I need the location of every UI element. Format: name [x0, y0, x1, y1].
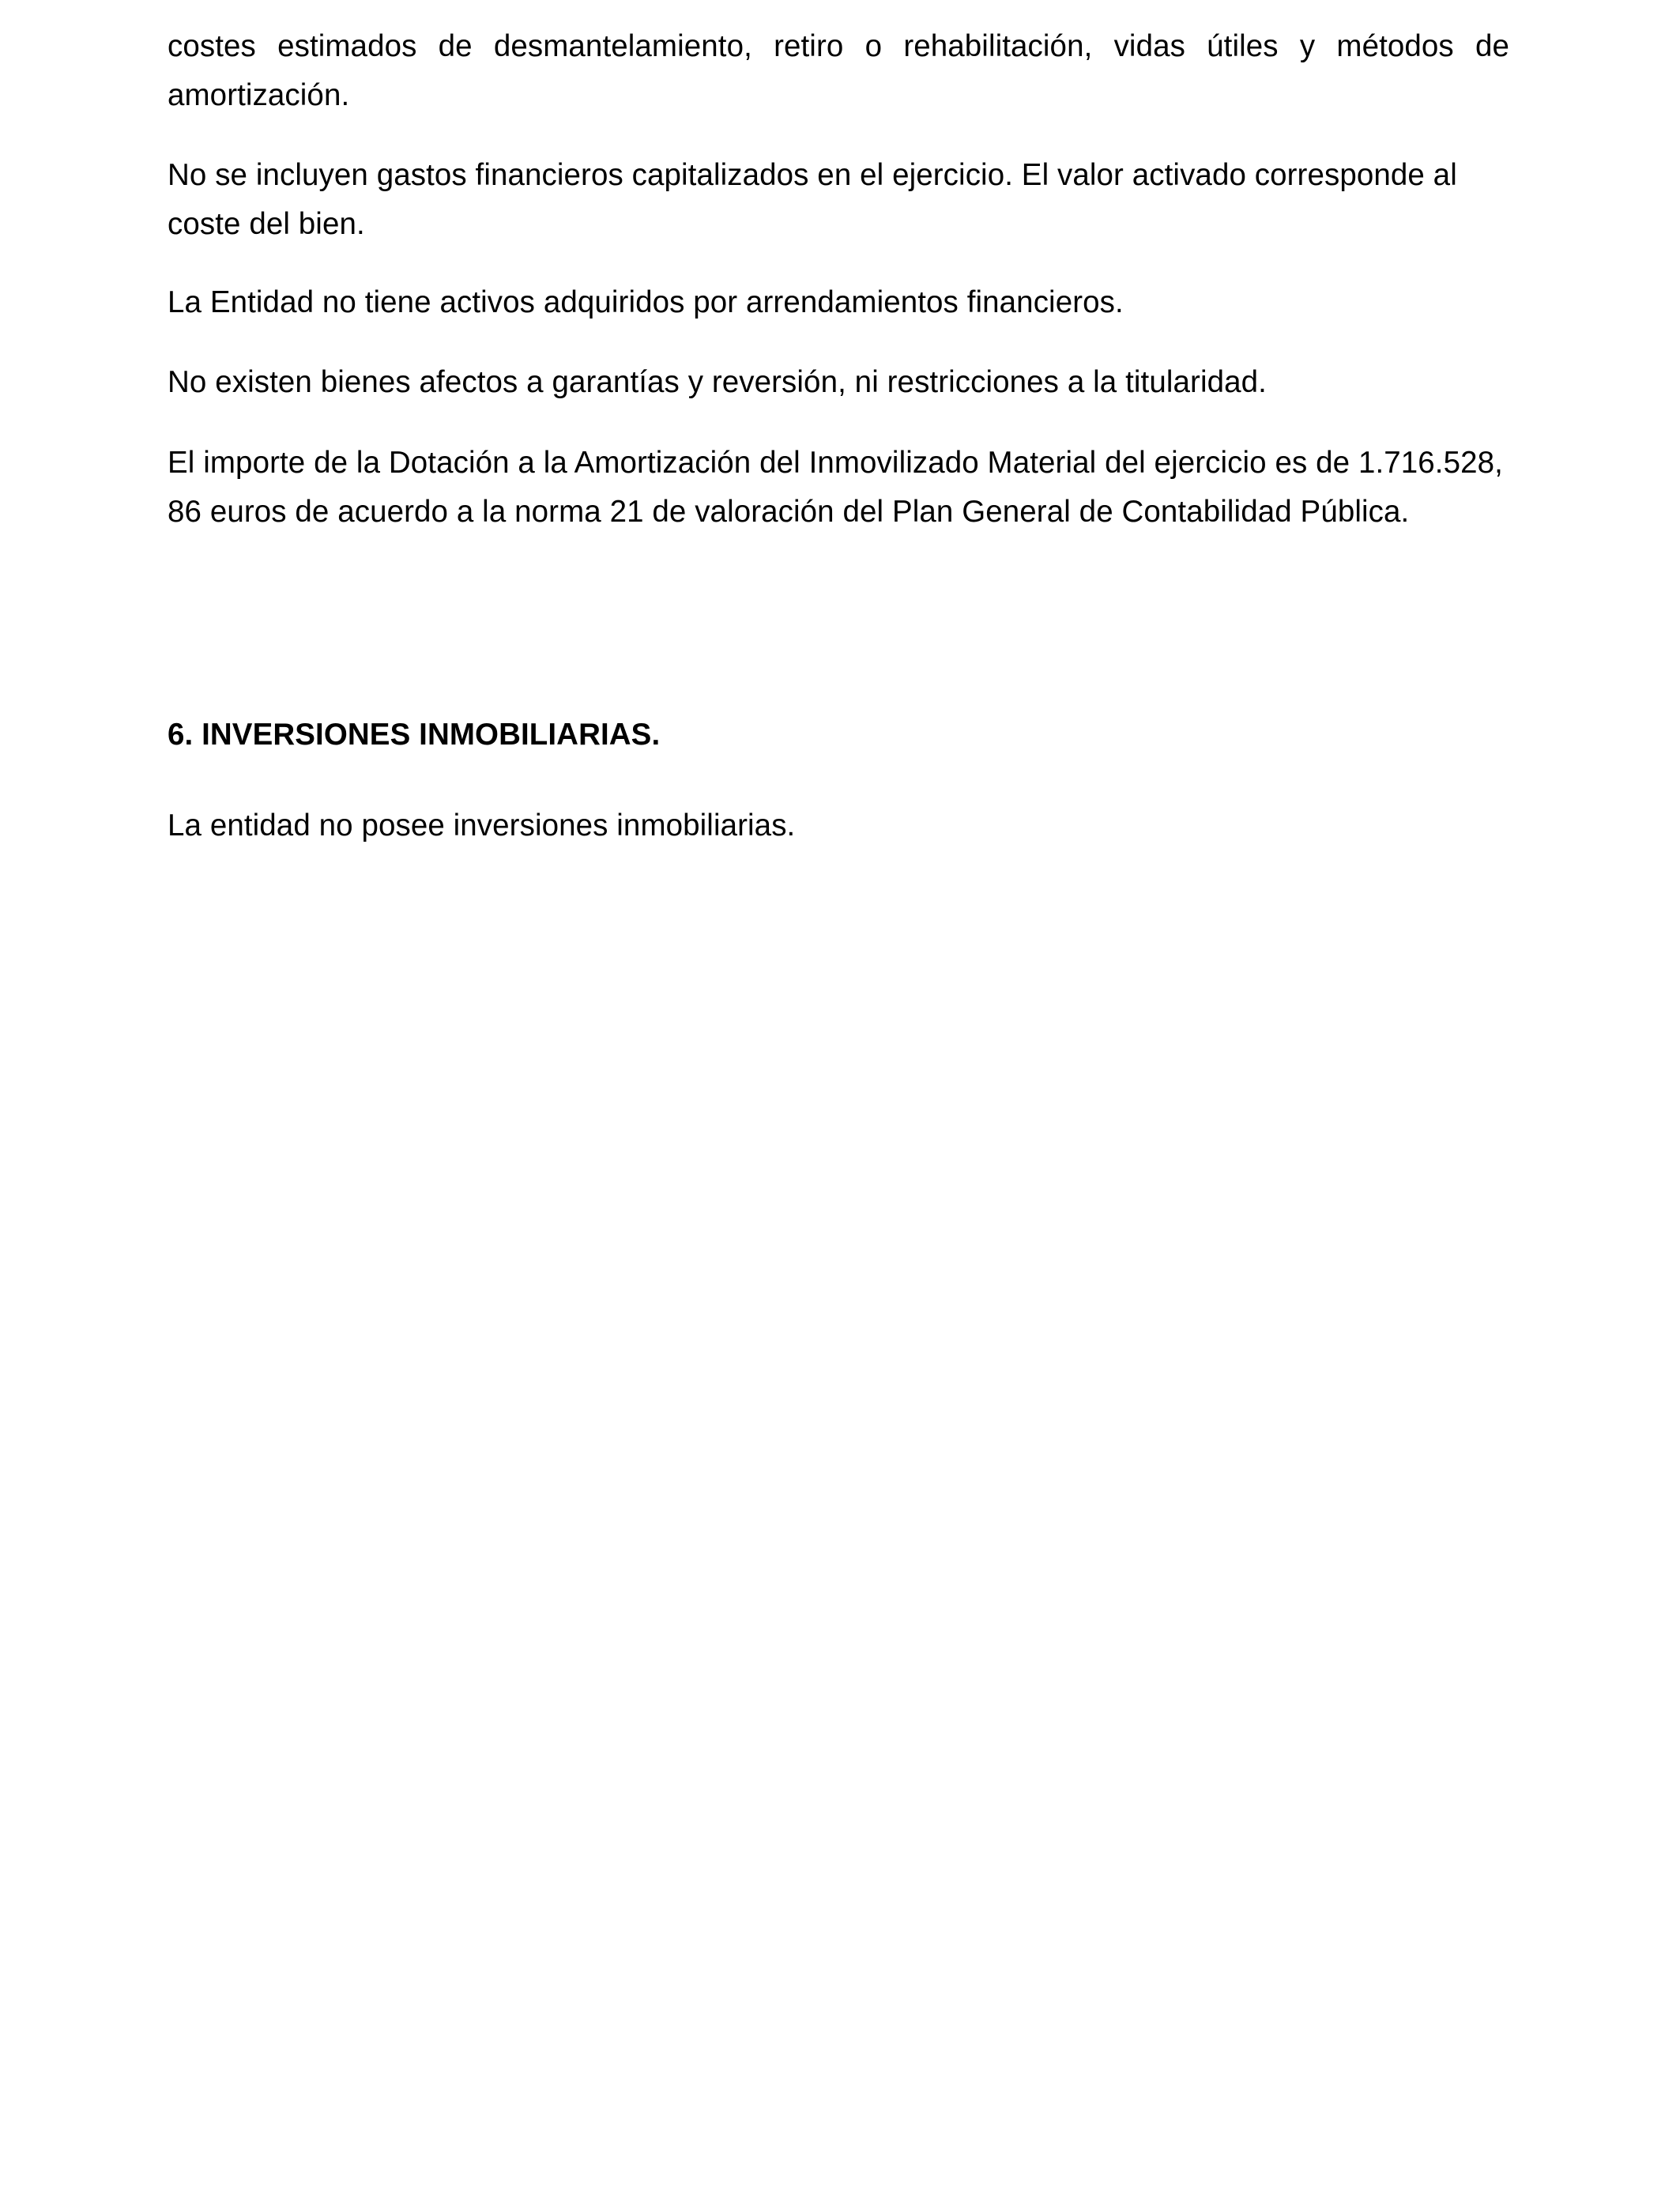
paragraph-leasing: La Entidad no tiene activos adquiridos por arrendamientos financieros.: [168, 285, 1124, 319]
paragraph-financial-expenses: No se incluyen gastos financieros capitalizados en el ejercicio. El valor activado corresponde al coste del bien.: [168, 158, 1457, 241]
paragraph-guarantees: No existen bienes afectos a garantías y reversión, ni restricciones a la titularidad.: [168, 365, 1267, 399]
paragraph-depreciation-amount: El importe de la Dotación a la Amortización del Inmovilizado Material del ejercicio es de 1.716.528, 86 euros de acuerdo a la norma 21 de valoración del Plan General de Contabilidad Pública.: [168, 446, 1503, 529]
section-body: La entidad no posee inversiones inmobiliarias.: [168, 809, 796, 843]
paragraph-amortization-methods: costes estimados de desmantelamiento, retiro o rehabilitación, vidas útiles y métodos de amortización.: [168, 29, 1509, 112]
section-heading: 6. INVERSIONES INMOBILIARIAS.: [168, 718, 661, 752]
